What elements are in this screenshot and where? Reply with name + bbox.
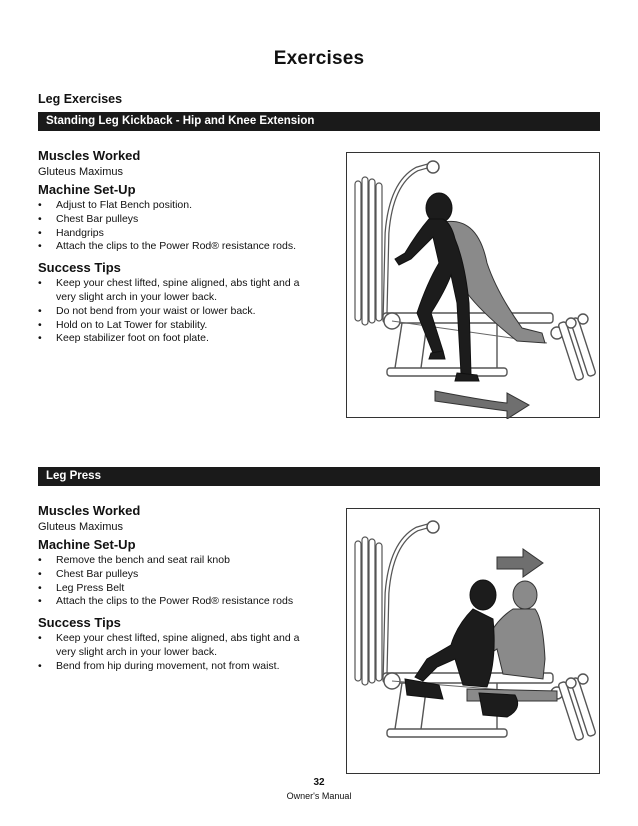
exercise-text-kickback — [38, 148, 328, 352]
muscles-heading: Muscles Worked — [38, 503, 141, 518]
section-heading: Leg Exercises — [38, 92, 123, 106]
setup-heading: Machine Set-Up — [38, 537, 136, 552]
power-rods-graphic — [355, 177, 382, 325]
list-item: • Remove the bench and seat rail knob — [38, 554, 328, 568]
list-item: • Attach the clips to the Power Rod® resistance rods. — [38, 240, 328, 254]
muscles-value: Gluteus Maximus — [38, 166, 123, 178]
lat-tower-graphic — [385, 525, 431, 679]
figure-dark-graphic — [395, 193, 479, 381]
tips-heading: Success Tips — [38, 260, 121, 276]
list-item: • Do not bend from your waist or lower back. — [38, 305, 328, 319]
exercise-bar-kickback: Standing Leg Kickback - Hip and Knee Extension — [38, 112, 600, 131]
muscles-heading: Muscles Worked — [38, 148, 141, 163]
list-item: • Hold on to Lat Tower for stability. — [38, 319, 328, 333]
page-number: 32 — [313, 777, 325, 788]
list-item: • Adjust to Flat Bench position. — [38, 199, 328, 213]
power-rods-graphic — [355, 537, 382, 685]
kickback-illustration — [346, 152, 600, 418]
list-item: • Chest Bar pulleys — [38, 213, 328, 227]
tips-heading: Success Tips — [38, 615, 121, 631]
movement-arrow-graphic — [435, 391, 529, 419]
page-title: Exercises — [273, 48, 365, 69]
tips-list — [38, 632, 328, 673]
exercise-bar-leg-press: Leg Press — [38, 467, 600, 486]
kickback-illustration-svg — [347, 153, 601, 419]
exercise-text-leg-press — [38, 503, 328, 680]
setup-heading: Machine Set-Up — [38, 182, 136, 197]
setup-list — [38, 554, 328, 609]
machine-base-graphic — [383, 313, 596, 381]
movement-arrow-graphic — [497, 549, 543, 577]
list-item: • Keep stabilizer foot on foot plate. — [38, 332, 328, 346]
list-item: • Chest Bar pulleys — [38, 568, 328, 582]
setup-list — [38, 199, 328, 254]
list-item: • Leg Press Belt — [38, 582, 328, 596]
list-item: • Handgrips — [38, 227, 328, 241]
footer-label: Owner's Manual — [286, 791, 352, 801]
muscles-value: Gluteus Maximus — [38, 521, 123, 533]
list-item: • Keep your chest lifted, spine aligned, abs tight and a very slight arch in your lower back. — [38, 277, 318, 305]
list-item: • Bend from hip during movement, not from waist. — [38, 660, 328, 674]
list-item: • Keep your chest lifted, spine aligned, abs tight and a very slight arch in your lower back. — [38, 632, 318, 660]
list-item: • Attach the clips to the Power Rod® resistance rods — [38, 595, 328, 609]
leg-press-illustration-svg — [347, 509, 601, 775]
tips-list — [38, 277, 328, 346]
leg-press-illustration — [346, 508, 600, 774]
